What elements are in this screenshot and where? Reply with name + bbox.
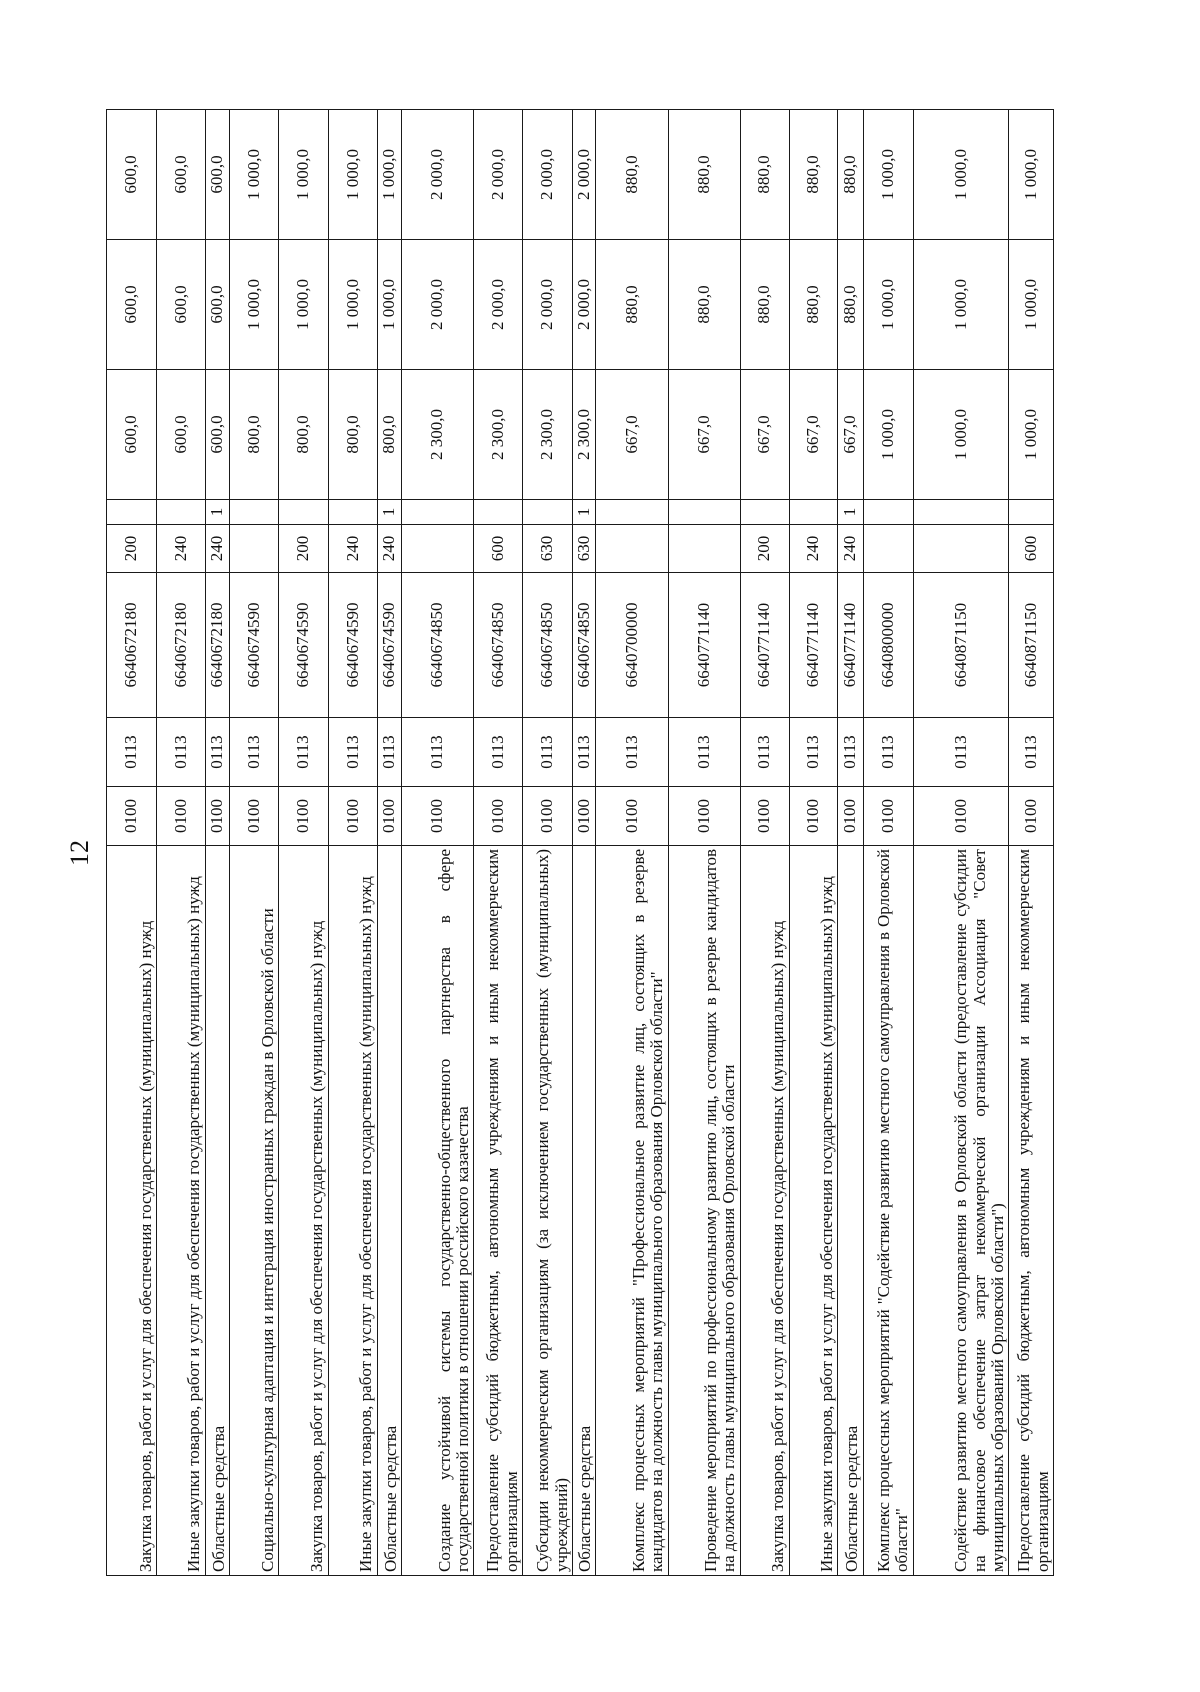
subsection-code: 0113 — [596, 718, 668, 787]
section-code: 0100 — [328, 787, 377, 846]
amount-year-2: 1 000,0 — [278, 240, 328, 370]
amount-year-2: 2 000,0 — [572, 240, 595, 370]
fund-source-code — [740, 500, 789, 525]
section-code: 0100 — [913, 787, 1009, 846]
expense-type-code: 240 — [328, 525, 377, 573]
section-code: 0100 — [789, 787, 838, 846]
amount-year-3: 600,0 — [107, 110, 157, 240]
subsection-code: 0113 — [838, 718, 863, 787]
amount-year-3: 1 000,0 — [377, 110, 401, 240]
subsection-code: 0113 — [402, 718, 474, 787]
target-article-code: 6640771140 — [668, 573, 740, 718]
amount-year-3: 600,0 — [205, 110, 229, 240]
amount-year-1: 667,0 — [668, 370, 740, 500]
fund-source-code — [668, 500, 740, 525]
amount-year-1: 800,0 — [278, 370, 328, 500]
row-name: Иные закупки товаров, работ и услуг для обеспечения государственных (муниципальных) нужд — [789, 846, 838, 1576]
target-article-code: 6640771140 — [789, 573, 838, 718]
expense-type-code: 630 — [572, 525, 595, 573]
fund-source-code — [1009, 500, 1054, 525]
section-code: 0100 — [377, 787, 401, 846]
table-row — [107, 110, 157, 1576]
target-article-code: 6640674850 — [402, 573, 474, 718]
fund-source-code — [596, 500, 668, 525]
target-article-code: 6640674850 — [572, 573, 595, 718]
expense-type-code — [402, 525, 474, 573]
table-row — [278, 110, 328, 1576]
expense-type-code: 600 — [474, 525, 523, 573]
amount-year-2: 2 000,0 — [523, 240, 573, 370]
amount-year-2: 600,0 — [107, 240, 157, 370]
expense-type-code: 200 — [740, 525, 789, 573]
subsection-code: 0113 — [740, 718, 789, 787]
amount-year-3: 880,0 — [740, 110, 789, 240]
expense-type-code: 240 — [838, 525, 863, 573]
amount-year-2: 1 000,0 — [328, 240, 377, 370]
amount-year-3: 2 000,0 — [474, 110, 523, 240]
section-code: 0100 — [596, 787, 668, 846]
amount-year-2: 880,0 — [596, 240, 668, 370]
row-name: Предоставление субсидий бюджетным, автономным учреждениям и иным некоммерческим организациям — [474, 846, 523, 1576]
target-article-code: 6640674850 — [523, 573, 573, 718]
amount-year-1: 2 300,0 — [523, 370, 573, 500]
expense-type-code: 240 — [377, 525, 401, 573]
subsection-code: 0113 — [1009, 718, 1054, 787]
amount-year-3: 1 000,0 — [913, 110, 1009, 240]
amount-year-1: 600,0 — [156, 370, 205, 500]
amount-year-1: 600,0 — [107, 370, 157, 500]
amount-year-2: 600,0 — [156, 240, 205, 370]
amount-year-2: 1 000,0 — [377, 240, 401, 370]
rotated-table-wrapper — [106, 110, 1054, 1576]
amount-year-3: 1 000,0 — [863, 110, 913, 240]
section-code: 0100 — [838, 787, 863, 846]
amount-year-1: 800,0 — [377, 370, 401, 500]
target-article-code: 6640674590 — [278, 573, 328, 718]
subsection-code: 0113 — [863, 718, 913, 787]
section-code: 0100 — [402, 787, 474, 846]
target-article-code: 6640672180 — [156, 573, 205, 718]
row-name: Закупка товаров, работ и услуг для обеспечения государственных (муниципальных) нужд — [107, 846, 157, 1576]
section-code: 0100 — [668, 787, 740, 846]
amount-year-2: 880,0 — [668, 240, 740, 370]
expense-type-code: 200 — [278, 525, 328, 573]
row-name: Закупка товаров, работ и услуг для обеспечения государственных (муниципальных) нужд — [740, 846, 789, 1576]
expense-type-code: 240 — [156, 525, 205, 573]
table-row — [838, 110, 863, 1576]
amount-year-1: 1 000,0 — [913, 370, 1009, 500]
expense-type-code: 600 — [1009, 525, 1054, 573]
target-article-code: 6640871150 — [913, 573, 1009, 718]
fund-source-code — [156, 500, 205, 525]
table-row — [740, 110, 789, 1576]
table-row — [572, 110, 595, 1576]
section-code: 0100 — [523, 787, 573, 846]
section-code: 0100 — [156, 787, 205, 846]
amount-year-3: 1 000,0 — [278, 110, 328, 240]
amount-year-1: 2 300,0 — [474, 370, 523, 500]
row-name: Предоставление субсидий бюджетным, автономным учреждениям и иным некоммерческим организациям — [1009, 846, 1054, 1576]
fund-source-code — [913, 500, 1009, 525]
amount-year-3: 880,0 — [596, 110, 668, 240]
subsection-code: 0113 — [668, 718, 740, 787]
amount-year-3: 2 000,0 — [523, 110, 573, 240]
amount-year-1: 1 000,0 — [1009, 370, 1054, 500]
section-code: 0100 — [572, 787, 595, 846]
amount-year-3: 880,0 — [838, 110, 863, 240]
amount-year-2: 2 000,0 — [474, 240, 523, 370]
amount-year-2: 880,0 — [838, 240, 863, 370]
amount-year-3: 880,0 — [668, 110, 740, 240]
amount-year-1: 800,0 — [328, 370, 377, 500]
subsection-code: 0113 — [572, 718, 595, 787]
amount-year-3: 2 000,0 — [572, 110, 595, 240]
target-article-code: 6640674850 — [474, 573, 523, 718]
table-row — [596, 110, 668, 1576]
table-row — [230, 110, 279, 1576]
amount-year-2: 1 000,0 — [1009, 240, 1054, 370]
section-code: 0100 — [1009, 787, 1054, 846]
amount-year-3: 2 000,0 — [402, 110, 474, 240]
row-name: Комплекс процессных мероприятий "Содействие развитию местного самоуправления в Орловской области" — [863, 846, 913, 1576]
row-name: Областные средства — [377, 846, 401, 1576]
target-article-code: 6640700000 — [596, 573, 668, 718]
subsection-code: 0113 — [230, 718, 279, 787]
table-row — [863, 110, 913, 1576]
amount-year-1: 667,0 — [789, 370, 838, 500]
amount-year-1: 2 300,0 — [402, 370, 474, 500]
row-name: Областные средства — [838, 846, 863, 1576]
fund-source-code — [789, 500, 838, 525]
row-name: Социально-культурная адаптация и интеграция иностранных граждан в Орловской области — [230, 846, 279, 1576]
expense-type-code — [863, 525, 913, 573]
row-name: Иные закупки товаров, работ и услуг для обеспечения государственных (муниципальных) нужд — [328, 846, 377, 1576]
expense-type-code: 240 — [205, 525, 229, 573]
section-code: 0100 — [474, 787, 523, 846]
amount-year-1: 2 300,0 — [572, 370, 595, 500]
section-code: 0100 — [107, 787, 157, 846]
fund-source-code — [474, 500, 523, 525]
fund-source-code: 1 — [377, 500, 401, 525]
target-article-code: 6640674590 — [230, 573, 279, 718]
section-code: 0100 — [230, 787, 279, 846]
amount-year-1: 667,0 — [740, 370, 789, 500]
expense-type-code — [668, 525, 740, 573]
amount-year-2: 600,0 — [205, 240, 229, 370]
fund-source-code — [328, 500, 377, 525]
row-name: Областные средства — [205, 846, 229, 1576]
fund-source-code — [523, 500, 573, 525]
table-body — [107, 110, 1054, 1576]
amount-year-3: 1 000,0 — [230, 110, 279, 240]
table-row — [156, 110, 205, 1576]
fund-source-code: 1 — [205, 500, 229, 525]
section-code: 0100 — [740, 787, 789, 846]
table-row — [668, 110, 740, 1576]
table-row — [402, 110, 474, 1576]
amount-year-1: 1 000,0 — [863, 370, 913, 500]
row-name: Субсидии некоммерческим организациям (за исключением государственных (муниципальных) учреждений) — [523, 846, 573, 1576]
subsection-code: 0113 — [156, 718, 205, 787]
section-code: 0100 — [205, 787, 229, 846]
table-row — [913, 110, 1009, 1576]
budget-table — [106, 109, 1054, 1576]
fund-source-code — [230, 500, 279, 525]
target-article-code: 6640771140 — [740, 573, 789, 718]
fund-source-code — [107, 500, 157, 525]
fund-source-code — [863, 500, 913, 525]
amount-year-2: 1 000,0 — [230, 240, 279, 370]
target-article-code: 6640674590 — [328, 573, 377, 718]
row-name: Проведение мероприятий по профессиональному развитию лиц, состоящих в резерве кандидатов на должность главы муниципального образования Орловской области — [668, 846, 740, 1576]
subsection-code: 0113 — [278, 718, 328, 787]
fund-source-code — [278, 500, 328, 525]
expense-type-code — [913, 525, 1009, 573]
amount-year-3: 600,0 — [156, 110, 205, 240]
amount-year-3: 1 000,0 — [1009, 110, 1054, 240]
section-code: 0100 — [863, 787, 913, 846]
target-article-code: 6640672180 — [205, 573, 229, 718]
table-row — [205, 110, 229, 1576]
page-number: 12 — [65, 840, 94, 866]
amount-year-2: 1 000,0 — [913, 240, 1009, 370]
table-row — [789, 110, 838, 1576]
amount-year-1: 667,0 — [838, 370, 863, 500]
amount-year-1: 667,0 — [596, 370, 668, 500]
target-article-code: 6640871150 — [1009, 573, 1054, 718]
target-article-code: 6640672180 — [107, 573, 157, 718]
table-row — [474, 110, 523, 1576]
row-name: Областные средства — [572, 846, 595, 1576]
row-name: Иные закупки товаров, работ и услуг для обеспечения государственных (муниципальных) нужд — [156, 846, 205, 1576]
amount-year-2: 2 000,0 — [402, 240, 474, 370]
amount-year-2: 880,0 — [740, 240, 789, 370]
expense-type-code — [596, 525, 668, 573]
subsection-code: 0113 — [107, 718, 157, 787]
row-name: Создание устойчивой системы государственно-общественного партнерства в сфере государственной политики в отношении российского казачества — [402, 846, 474, 1576]
row-name: Закупка товаров, работ и услуг для обеспечения государственных (муниципальных) нужд — [278, 846, 328, 1576]
subsection-code: 0113 — [205, 718, 229, 787]
expense-type-code — [230, 525, 279, 573]
fund-source-code: 1 — [572, 500, 595, 525]
fund-source-code — [402, 500, 474, 525]
target-article-code: 6640674590 — [377, 573, 401, 718]
table-row — [328, 110, 377, 1576]
subsection-code: 0113 — [328, 718, 377, 787]
subsection-code: 0113 — [789, 718, 838, 787]
amount-year-2: 1 000,0 — [863, 240, 913, 370]
table-row — [523, 110, 573, 1576]
amount-year-3: 1 000,0 — [328, 110, 377, 240]
amount-year-1: 600,0 — [205, 370, 229, 500]
expense-type-code: 240 — [789, 525, 838, 573]
target-article-code: 6640771140 — [838, 573, 863, 718]
expense-type-code: 630 — [523, 525, 573, 573]
table-row — [377, 110, 401, 1576]
row-name: Комплекс процессных мероприятий "Профессиональное развитие лиц, состоящих в резерве кандидатов на должность главы муниципального образования Орловской области" — [596, 846, 668, 1576]
target-article-code: 6640800000 — [863, 573, 913, 718]
subsection-code: 0113 — [913, 718, 1009, 787]
section-code: 0100 — [278, 787, 328, 846]
subsection-code: 0113 — [523, 718, 573, 787]
amount-year-1: 800,0 — [230, 370, 279, 500]
amount-year-3: 880,0 — [789, 110, 838, 240]
subsection-code: 0113 — [474, 718, 523, 787]
amount-year-2: 880,0 — [789, 240, 838, 370]
row-name: Содействие развитию местного самоуправления в Орловской области (предоставление субсидии на финансовое обеспечение затрат некоммерческой организации Ассоциация "Совет муниципальных образований Орловской области") — [913, 846, 1009, 1576]
subsection-code: 0113 — [377, 718, 401, 787]
expense-type-code: 200 — [107, 525, 157, 573]
table-row — [1009, 110, 1054, 1576]
fund-source-code: 1 — [838, 500, 863, 525]
